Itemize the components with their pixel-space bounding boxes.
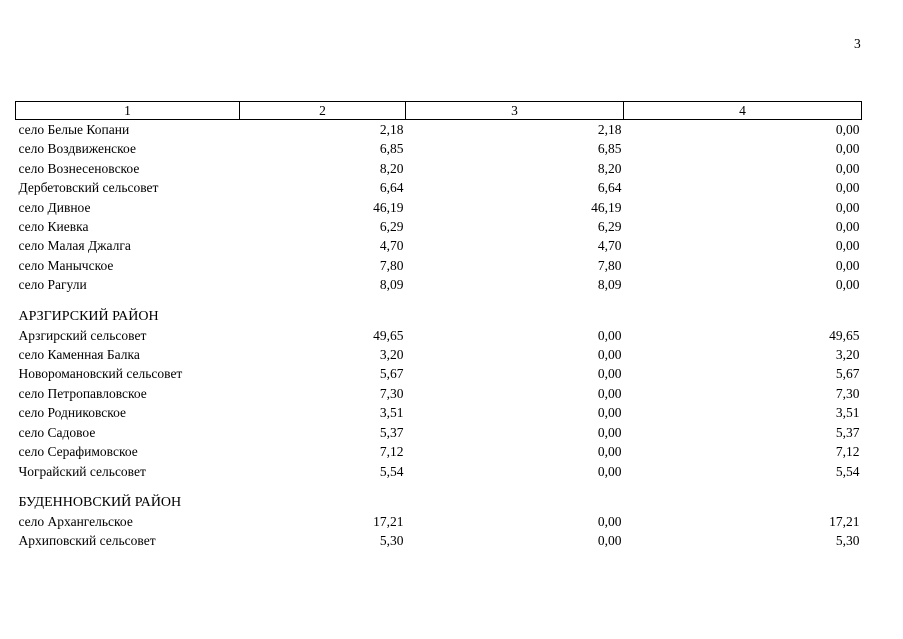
- column-2-value-cell: 7,12: [379, 444, 404, 460]
- settlement-name-cell: село Вознесеновское: [18, 160, 140, 176]
- column-3-value-cell: 8,09: [597, 277, 622, 293]
- settlement-name-cell: Дербетовский сельсовет: [18, 180, 159, 196]
- column-4-value-cell: 7,30: [835, 385, 860, 401]
- column-3-value-cell: 2,18: [597, 122, 622, 137]
- column-2-value-cell: 3,51: [379, 405, 404, 421]
- table-body: [16, 120, 862, 551]
- column-2-value-cell: 46,19: [373, 199, 404, 215]
- column-2-value-cell: 3,20: [379, 347, 404, 363]
- settlement-name-cell: село Архангельское: [18, 513, 133, 529]
- settlement-name-cell: село Каменная Балка: [18, 347, 140, 363]
- column-3-value-cell: 8,20: [597, 160, 622, 176]
- district-header-row: [16, 493, 862, 512]
- table-row: [16, 326, 862, 345]
- table-row: [16, 178, 862, 197]
- settlement-name-cell: село Малая Джалга: [18, 238, 131, 254]
- column-2-value-cell: 7,30: [379, 385, 404, 401]
- column-3-value-cell: 0,00: [597, 405, 622, 421]
- column-4-value-cell: 0,00: [835, 160, 860, 176]
- table-row: [16, 198, 862, 217]
- table-row: [16, 345, 862, 364]
- table-row: [16, 139, 862, 158]
- table-header: [16, 102, 862, 120]
- column-4-value-cell: 3,20: [835, 347, 860, 363]
- settlement-name-cell: Архиповский сельсовет: [18, 533, 156, 549]
- column-2-value-cell: 5,67: [379, 366, 404, 382]
- settlement-name-cell: Чограйский сельсовет: [18, 463, 146, 479]
- column-2-value-cell: 5,54: [379, 463, 404, 479]
- settlement-name-cell: село Серафимовское: [18, 444, 138, 460]
- column-4-value-cell: 0,00: [835, 141, 860, 157]
- group-spacer: [16, 481, 862, 493]
- column-4-value-cell: 5,54: [835, 463, 860, 479]
- column-4-value-cell: 0,00: [835, 199, 860, 215]
- settlement-name-cell: село Воздвиженское: [18, 141, 136, 157]
- column-2-value-cell: 8,20: [379, 160, 404, 176]
- data-table: [15, 101, 862, 551]
- column-2-value-cell: 8,09: [379, 277, 404, 293]
- settlement-name-cell: село Киевка: [18, 219, 89, 235]
- table-row: [16, 531, 862, 550]
- column-4-value-cell: 0,00: [835, 180, 860, 196]
- column-2-value-cell: 6,85: [379, 141, 404, 157]
- spacer-cell: [16, 295, 862, 307]
- column-header-2: 2: [240, 102, 406, 120]
- column-3-value-cell: 6,64: [597, 180, 622, 196]
- district-header-row: [16, 307, 862, 326]
- column-3-value-cell: 46,19: [591, 199, 622, 215]
- settlement-name-cell: село Дивное: [18, 199, 91, 215]
- column-3-value-cell: 0,00: [597, 533, 622, 549]
- settlement-name-cell: Арзгирский сельсовет: [18, 327, 147, 343]
- table-row: [16, 423, 862, 442]
- column-3-value-cell: 0,00: [597, 424, 622, 440]
- table-row: [16, 462, 862, 481]
- column-header-1: 1: [16, 102, 240, 120]
- column-4-value-cell: 5,67: [835, 366, 860, 382]
- column-2-value-cell: 6,29: [379, 219, 404, 235]
- group-spacer: [16, 295, 862, 307]
- column-4-value-cell: 5,30: [835, 533, 860, 549]
- column-4-value-cell: 49,65: [829, 327, 860, 343]
- settlement-name-cell: село Петропавловское: [18, 385, 147, 401]
- table-row: [16, 512, 862, 531]
- column-4-value-cell: 3,51: [835, 405, 860, 421]
- column-4-value-cell: 7,12: [835, 444, 860, 460]
- column-header-4: 4: [624, 102, 862, 120]
- column-3-value-cell: 0,00: [597, 463, 622, 479]
- column-2-value-cell: 7,80: [379, 257, 404, 273]
- column-3-value-cell: 0,00: [597, 444, 622, 460]
- column-3-value-cell: 0,00: [597, 385, 622, 401]
- column-2-value-cell: 49,65: [373, 327, 404, 343]
- column-3-value-cell: 6,85: [597, 141, 622, 157]
- settlement-name-cell: село Родниковское: [18, 405, 127, 421]
- table-row: [16, 442, 862, 461]
- column-4-value-cell: 0,00: [835, 238, 860, 254]
- column-3-value-cell: 0,00: [597, 513, 622, 529]
- column-3-value-cell: 0,00: [597, 327, 622, 343]
- column-2-value-cell: 17,21: [373, 513, 404, 529]
- column-2-value-cell: 5,37: [379, 424, 404, 440]
- settlement-name-cell: село Белые Копани: [18, 122, 130, 137]
- settlement-name-cell: Новоромановский сельсовет: [18, 366, 183, 382]
- column-2-value-cell: 4,70: [379, 238, 404, 254]
- header-row: [16, 102, 862, 120]
- column-4-value-cell: 5,37: [835, 424, 860, 440]
- table-row: [16, 364, 862, 383]
- column-4-value-cell: 0,00: [835, 277, 860, 293]
- column-4-value-cell: 0,00: [835, 122, 860, 137]
- column-3-value-cell: 4,70: [597, 238, 622, 254]
- table-row: [16, 275, 862, 294]
- spacer-cell: [16, 481, 862, 493]
- settlement-name-cell: село Рагули: [18, 277, 87, 293]
- settlement-name-cell: село Манычское: [18, 257, 114, 273]
- column-4-value-cell: 0,00: [835, 219, 860, 235]
- table-row: [16, 256, 862, 275]
- column-3-value-cell: 6,29: [597, 219, 622, 235]
- column-2-value-cell: 5,30: [379, 533, 404, 549]
- column-3-value-cell: 7,80: [597, 257, 622, 273]
- column-2-value-cell: 2,18: [379, 122, 404, 137]
- table-row: [16, 159, 862, 178]
- district-title: БУДЕННОВСКИЙ РАЙОН: [18, 494, 182, 510]
- column-3-value-cell: 0,00: [597, 366, 622, 382]
- column-4-value-cell: 0,00: [835, 257, 860, 273]
- table-row: [16, 384, 862, 403]
- column-header-3: 3: [406, 102, 624, 120]
- column-2-value-cell: 6,64: [379, 180, 404, 196]
- table-row: [16, 403, 862, 422]
- table-row: [16, 217, 862, 236]
- table-row: [16, 236, 862, 255]
- district-title: АРЗГИРСКИЙ РАЙОН: [18, 308, 159, 324]
- settlement-name-cell: село Садовое: [18, 424, 96, 440]
- table-row: [16, 120, 862, 140]
- column-3-value-cell: 0,00: [597, 347, 622, 363]
- page-number: 3: [854, 36, 861, 51]
- column-4-value-cell: 17,21: [829, 513, 860, 529]
